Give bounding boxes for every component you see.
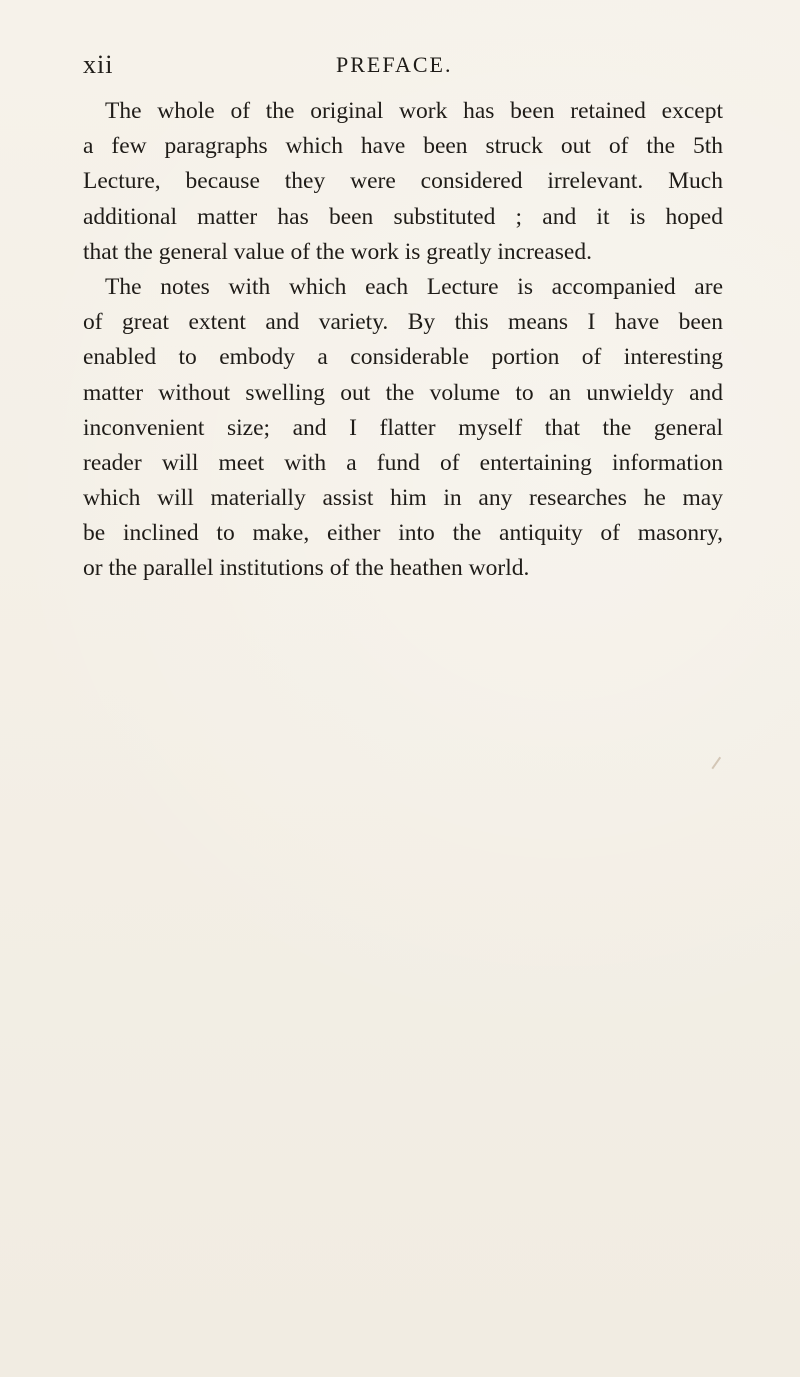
page-header bbox=[83, 50, 723, 80]
running-title: PREFACE. bbox=[336, 52, 453, 77]
text-line: additional matter has been substituted ; and it is hoped bbox=[83, 203, 723, 230]
text-line: The whole of the original work has been retained except bbox=[105, 98, 723, 124]
text-line: be inclined to make, either into the antiquity of masonry, bbox=[83, 520, 723, 547]
text-line: matter without swelling out the volume to an unwieldy and bbox=[83, 379, 723, 406]
text-line: that the general value of the work is greatly increased. bbox=[83, 238, 592, 265]
text-line: or the parallel institutions of the heathen world. bbox=[83, 555, 530, 582]
text-line: which will materially assist him in any researches he may bbox=[83, 485, 723, 512]
text-line: reader will meet with a fund of entertaining information bbox=[83, 449, 723, 476]
paper-mark bbox=[711, 757, 732, 778]
text-line: enabled to embody a considerable portion of interesting bbox=[83, 344, 723, 371]
preface-body bbox=[83, 94, 723, 587]
page-number: xii bbox=[83, 50, 114, 79]
text-line: a few paragraphs which have been struck out of the 5th bbox=[83, 133, 723, 160]
text-line: The notes with which each Lecture is accompanied are bbox=[105, 273, 723, 300]
text-line: of great extent and variety. By this means I have been bbox=[83, 309, 723, 336]
text-line: Lecture, because they were considered irrelevant. Much bbox=[83, 168, 723, 195]
text-line: inconvenient size; and I flatter myself that the general bbox=[83, 414, 723, 441]
